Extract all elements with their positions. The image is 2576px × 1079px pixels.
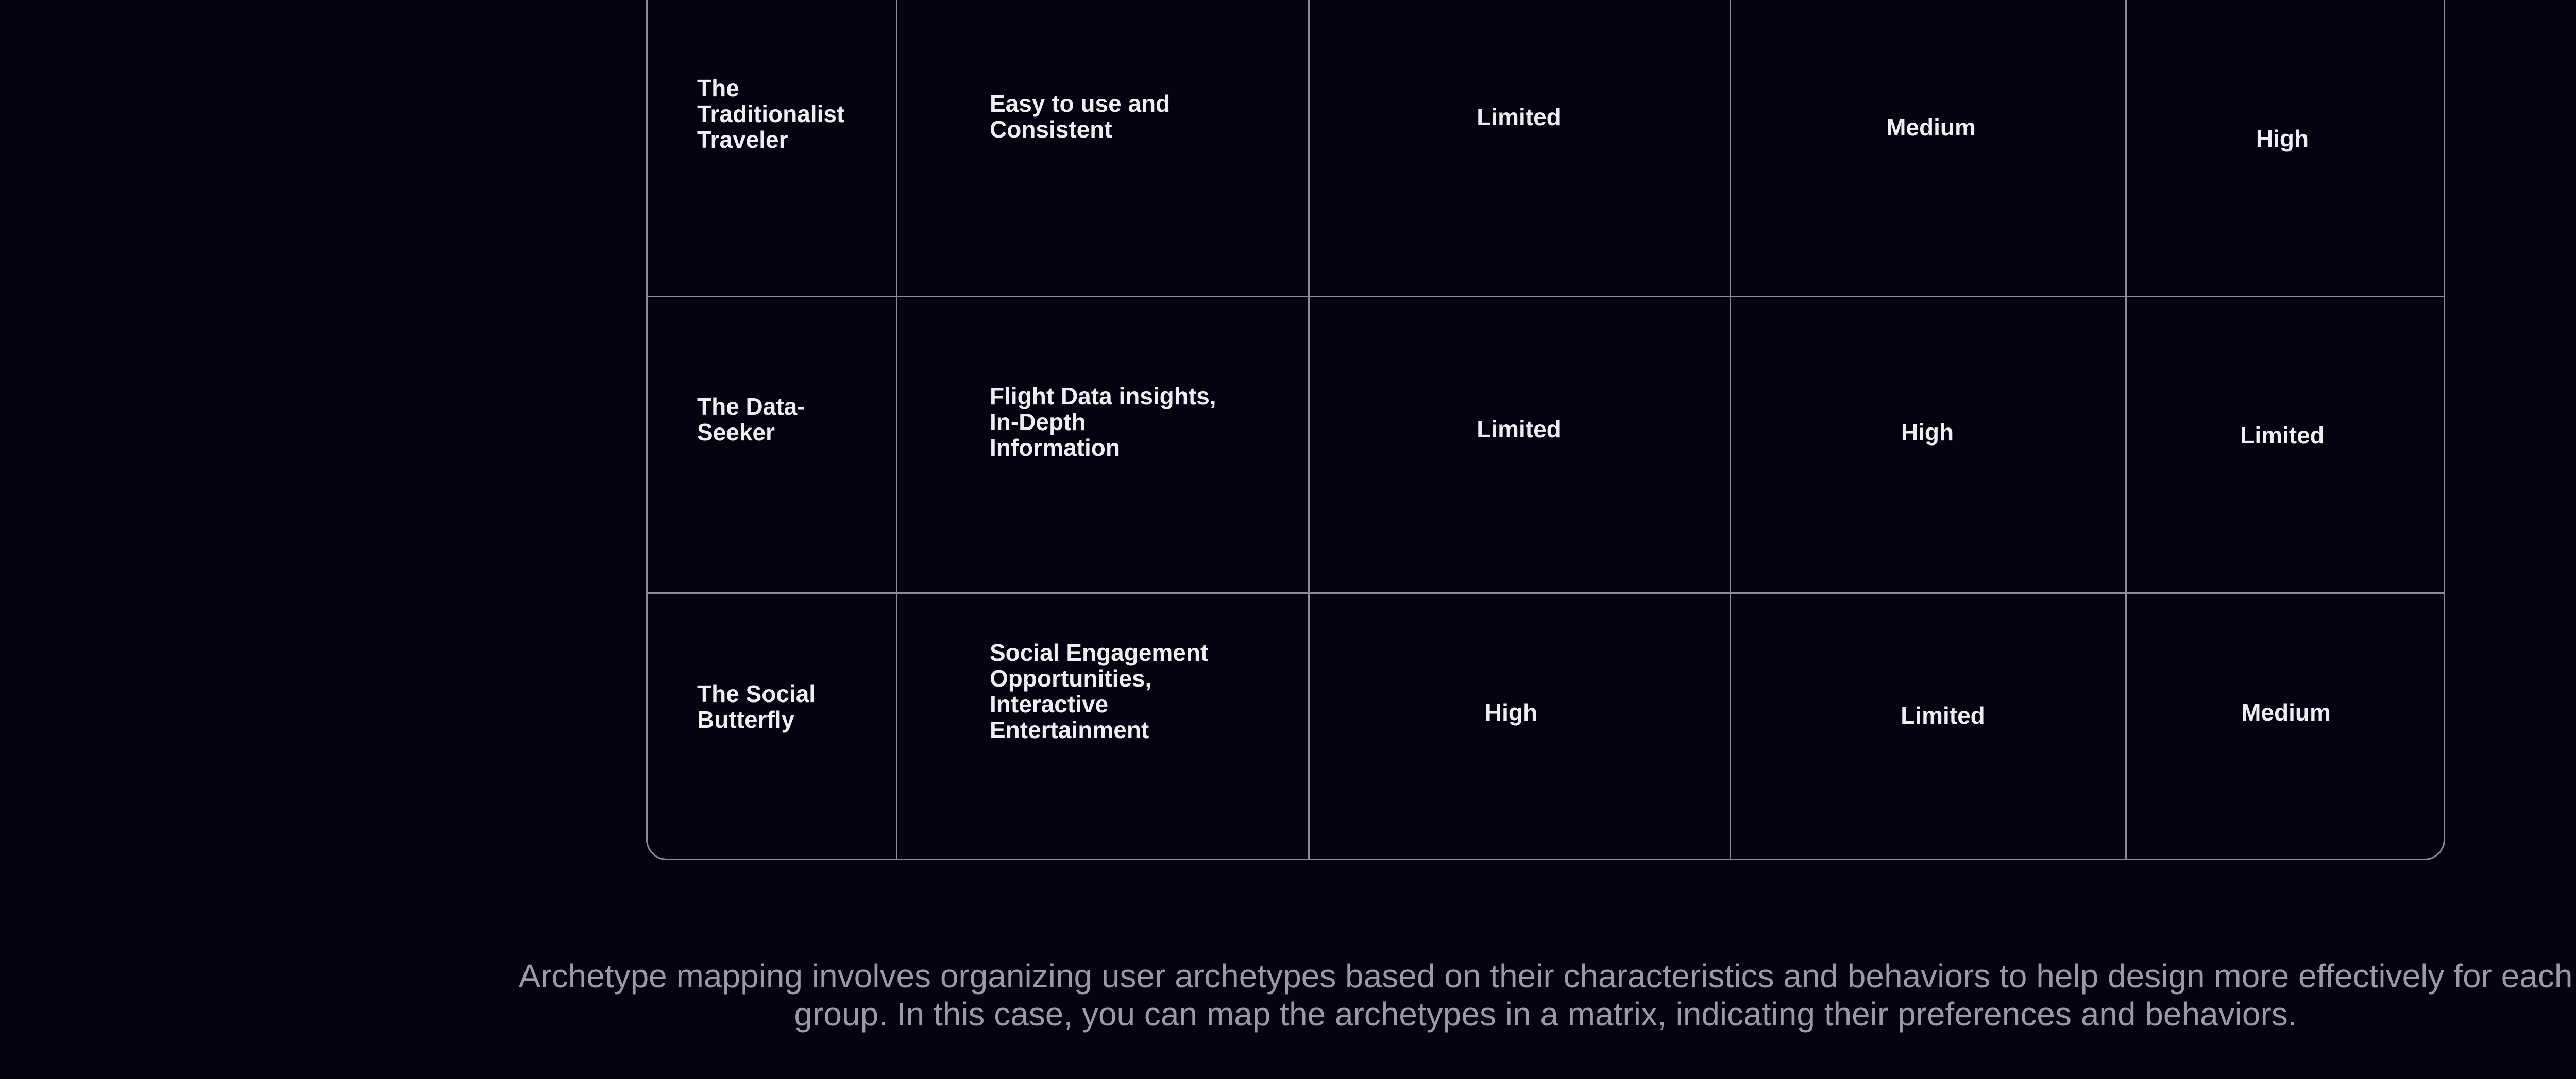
table-cell-archetype: The Social Butterfly [697,680,816,733]
row-divider [648,592,2444,594]
table-cell-value: Limited [2240,422,2325,449]
table-cell-preferences: Flight Data insights, In-Depth Information [990,383,1216,461]
table-cell-value: Medium [2241,699,2331,726]
column-divider [2125,0,2127,859]
row-divider [648,296,2444,297]
column-divider [896,0,897,859]
caption-line-2: group. In this case, you can map the archetypes in a matrix, indicating their preferences and behaviors. [794,996,2297,1033]
table-cell-value: Limited [1901,702,1985,729]
table-cell-value: Limited [1477,104,1561,130]
table-cell-value: High [2256,125,2309,152]
table-cell-value: High [1484,699,1538,726]
table-cell-value: High [1901,419,1954,446]
column-divider [1730,0,1731,859]
column-divider [1308,0,1310,859]
table-cell-archetype: The Data- Seeker [697,393,805,446]
caption-line-1: Archetype mapping involves organizing user archetypes based on their characteristics and behaviors to help design more effectively for each [518,957,2573,995]
table-cell-archetype: The Traditionalist Traveler [697,75,845,153]
table-cell-preferences: Easy to use and Consistent [990,90,1171,143]
table-cell-value: Medium [1886,114,1976,141]
matrix-caption [0,957,2576,1033]
archetype-matrix-table [646,0,2445,860]
table-cell-value: Limited [1477,416,1561,442]
table-cell-preferences: Social Engagement Opportunities, Interactive Entertainment [990,639,1209,743]
